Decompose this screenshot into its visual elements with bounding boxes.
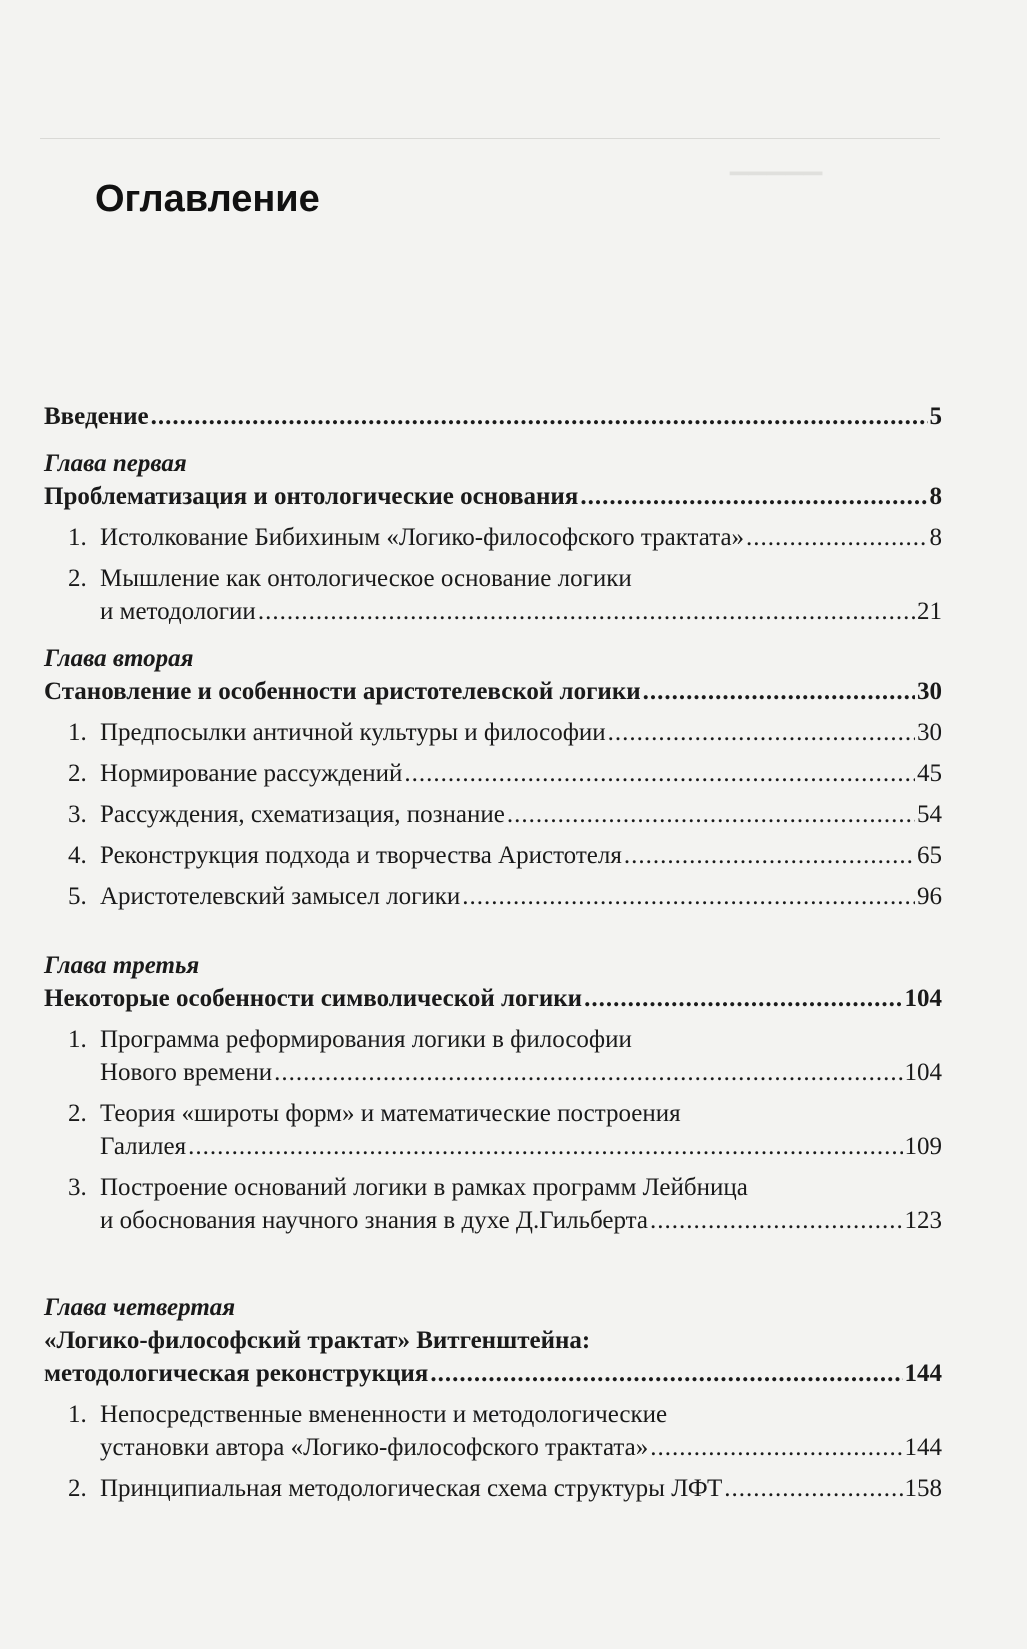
leader-dots bbox=[274, 1056, 902, 1089]
toc-item[interactable] bbox=[44, 1171, 942, 1237]
toc-page-number: 45 bbox=[917, 760, 942, 787]
toc-page-number: 158 bbox=[904, 1475, 942, 1502]
toc-page-number: 65 bbox=[917, 842, 942, 869]
toc-item-text: Программа реформирования логики в философии bbox=[100, 1026, 632, 1053]
leader-dots bbox=[188, 1130, 902, 1163]
toc-item-text: Реконструкция подхода и творчества Аристотеля bbox=[100, 842, 622, 869]
toc-item[interactable] bbox=[44, 716, 942, 749]
chapter-label: Глава первая bbox=[44, 450, 187, 477]
toc-page-number: 96 bbox=[917, 883, 942, 910]
toc-page-number: 8 bbox=[929, 483, 942, 510]
leader-dots bbox=[258, 595, 915, 628]
toc-item-text: Принципиальная методологическая схема структуры ЛФТ bbox=[100, 1475, 723, 1502]
leader-dots bbox=[643, 675, 915, 708]
toc-item-text: Нормирование рассуждений bbox=[100, 760, 403, 787]
toc-page-number: 5 bbox=[929, 403, 942, 430]
item-number: 2. bbox=[68, 565, 87, 592]
toc-entry-label: Некоторые особенности символической логики bbox=[44, 985, 583, 1012]
item-number: 4. bbox=[68, 842, 87, 869]
table-of-contents bbox=[44, 400, 942, 1505]
toc-item[interactable] bbox=[44, 562, 942, 628]
toc-page-number: 30 bbox=[917, 678, 942, 705]
toc-entry-label: Проблематизация и онтологические основания bbox=[44, 483, 579, 510]
leader-dots bbox=[584, 982, 902, 1015]
toc-chapter-title[interactable] bbox=[44, 480, 942, 513]
leader-dots bbox=[650, 1431, 902, 1464]
toc-item[interactable] bbox=[44, 757, 942, 790]
leader-dots bbox=[507, 798, 915, 831]
page-title: Оглавление bbox=[95, 178, 320, 220]
toc-item-text: Непосредственные вмененности и методологические bbox=[100, 1401, 668, 1428]
toc-item-text-continued: установки автора «Логико-философского трактата» bbox=[100, 1434, 649, 1461]
chapter-label: Глава третья bbox=[44, 952, 200, 979]
toc-item-text-continued: Нового времени bbox=[100, 1059, 273, 1086]
chapter-label: Глава вторая bbox=[44, 645, 194, 672]
toc-item-text-continued: Галилея bbox=[100, 1133, 187, 1160]
toc-item-text: Мышление как онтологическое основание логики bbox=[100, 565, 632, 592]
toc-item-text-continued: и методологии bbox=[100, 598, 256, 625]
toc-page-number: 54 bbox=[917, 801, 942, 828]
item-number: 1. bbox=[68, 524, 87, 551]
toc-page-number: 104 bbox=[904, 1059, 942, 1086]
item-number: 3. bbox=[68, 801, 87, 828]
toc-item-text-continued: и обоснования научного знания в духе Д.Гильберта bbox=[100, 1207, 648, 1234]
leader-dots bbox=[650, 1204, 903, 1237]
toc-item[interactable] bbox=[44, 880, 942, 913]
toc-page-number: 109 bbox=[904, 1133, 942, 1160]
item-number: 1. bbox=[68, 719, 87, 746]
item-number: 1. bbox=[68, 1401, 87, 1428]
toc-entry-label: «Логико-философский трактат» Витгенштейна: bbox=[44, 1327, 591, 1354]
toc-chapter-title[interactable] bbox=[44, 1324, 942, 1390]
item-number: 2. bbox=[68, 1475, 87, 1502]
leader-dots bbox=[462, 880, 915, 913]
toc-item-text: Предпосылки античной культуры и философии bbox=[100, 719, 606, 746]
chapter-label: Глава четвертая bbox=[44, 1294, 236, 1321]
toc-chapter-title[interactable] bbox=[44, 675, 942, 708]
leader-dots bbox=[624, 839, 915, 872]
toc-item[interactable] bbox=[44, 1023, 942, 1089]
toc-item[interactable] bbox=[44, 1398, 942, 1464]
toc-item-text: Рассуждения, схематизация, познание bbox=[100, 801, 505, 828]
leader-dots bbox=[151, 400, 928, 433]
toc-entry-label: Становление и особенности аристотелевской логики bbox=[44, 678, 641, 705]
toc-item[interactable] bbox=[44, 839, 942, 872]
toc-page-number: 123 bbox=[904, 1207, 942, 1234]
toc-item-text: Построение оснований логики в рамках программ Лейбница bbox=[100, 1174, 748, 1201]
toc-item-text: Истолкование Бибихиным «Логико-философского трактата» bbox=[100, 524, 745, 551]
toc-item[interactable] bbox=[44, 1472, 942, 1505]
toc-entry-label-continued: методологическая реконструкция bbox=[44, 1360, 429, 1387]
toc-entry-intro[interactable] bbox=[44, 400, 942, 433]
toc-chapter-title[interactable] bbox=[44, 982, 942, 1015]
toc-page-number: 144 bbox=[904, 1360, 942, 1387]
leader-dots bbox=[746, 521, 927, 554]
toc-page-number: 104 bbox=[904, 985, 942, 1012]
leader-dots bbox=[608, 716, 915, 749]
item-number: 1. bbox=[68, 1026, 87, 1053]
toc-item[interactable] bbox=[44, 1097, 942, 1163]
toc-item[interactable] bbox=[44, 521, 942, 554]
toc-page-number: 144 bbox=[904, 1434, 942, 1461]
toc-item-text: Аристотелевский замысел логики bbox=[100, 883, 461, 910]
item-number: 5. bbox=[68, 883, 87, 910]
item-number: 2. bbox=[68, 760, 87, 787]
leader-dots bbox=[404, 757, 915, 790]
item-number: 3. bbox=[68, 1174, 87, 1201]
item-number: 2. bbox=[68, 1100, 87, 1127]
toc-page-number: 30 bbox=[917, 719, 942, 746]
toc-item-text: Теория «широты форм» и математические построения bbox=[100, 1100, 681, 1127]
top-rule bbox=[40, 138, 940, 139]
toc-entry-label: Введение bbox=[44, 403, 149, 430]
leader-dots bbox=[580, 480, 927, 513]
toc-page-number: 8 bbox=[929, 524, 942, 551]
toc-item[interactable] bbox=[44, 798, 942, 831]
show-through-text: ▔▔▔▔▔ bbox=[730, 174, 823, 200]
leader-dots bbox=[724, 1472, 902, 1505]
leader-dots bbox=[430, 1357, 902, 1390]
toc-page-number: 21 bbox=[917, 598, 942, 625]
